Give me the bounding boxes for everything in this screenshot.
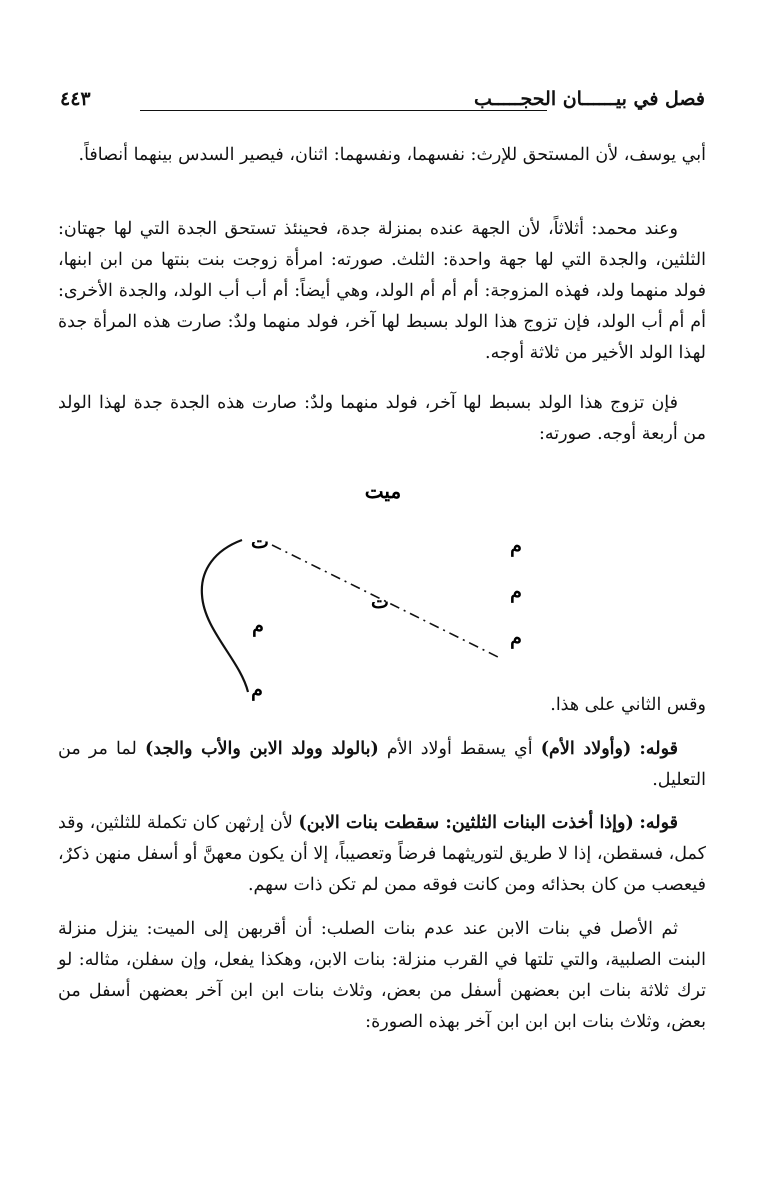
section-2 — [58, 808, 706, 901]
diagram-title: ميت — [364, 479, 402, 503]
kinship-diagram — [160, 470, 540, 710]
page-number: ٤٤٣ — [60, 88, 91, 110]
section-1-quote2: (بالولد وولد الابن والأب والجد) — [144, 739, 379, 759]
label-t-mid: ت — [371, 591, 389, 613]
label-t-top: ت — [251, 531, 269, 553]
final-paragraph: ثم الأصل في بنات الابن عند عدم بنات الصلب: أن أقربهن إلى الميت: ينزل منزلة البنت الصلبية، والتي تلتها في القرب منزلة: بنات الابن، وهكذا يفعل، وإن سفلن، مثاله: لو ترك ثلاثة بنات ابن بعضهن أسفل من بعض، وثلاث بنات ابن ابن آخر بعضهن أسفل من بعض، وثلاث بنات ابن ابن ابن آخر بهذه الصورة: — [58, 919, 706, 1032]
section-1-lead: قوله: — [639, 739, 678, 759]
upper-text — [58, 140, 706, 470]
solid-line — [202, 540, 248, 692]
label-m-left-upper: م — [252, 615, 264, 637]
header-rule — [140, 110, 547, 111]
section-1-quote: (وأولاد الأم) — [540, 739, 632, 759]
label-m-right-1: م — [510, 535, 522, 557]
section-2-text-a: لأن إرثهن كان تكملة للثلثين، وقد كمل، فسقطن، إذا لا طريق لتوريثهما فرضاً وتعصيباً، إلا أن يكون معهنَّ أو أسفل منهن ذكرٌ، فيعصب من كان بحذائه ومن كانت فوقه ممن لم تكن ذات سهم. — [58, 813, 706, 895]
label-m-left-lower: م — [251, 679, 263, 701]
page-header — [60, 88, 705, 116]
section-1-text-b: لما مر من التعليل. — [58, 739, 706, 790]
paragraph-1: أبي يوسف، لأن المستحق للإرث: نفسهما، ونفسهما: اثنان، فيصير السدس بينهما أنصافاً. — [78, 145, 706, 165]
section-1 — [58, 734, 706, 796]
paragraph-3: فإن تزوج هذا الولد بسبط لها آخر، فولد منهما ولدٌ: صارت هذه الجدة جدة لهذا الولد من أربعة أوجه. صورته: — [58, 393, 706, 444]
diagram-caption: وقس الثاني على هذا. — [550, 695, 706, 715]
lower-text — [58, 690, 706, 1110]
section-1-text-a: أي يسقط أولاد الأم — [378, 739, 541, 759]
label-m-right-3: م — [510, 627, 522, 649]
paragraph-2: وعند محمد: أثلاثاً، لأن الجهة عنده بمنزلة جدة، فحينئذ تستحق الجدة التي لها جهتان: الثلثين، والجدة التي لها جهة واحدة: الثلث. صورته: امرأة زوجت بنت بنتها من ابن ابنها، فولد منهما ولد، فهذه المزوجة: أم أم أم الولد، وهي أيضاً: أم أب أب الولد، والجدة الأخرى: أم أم أب الولد، فإن تزوج هذا الولد بسبط لها آخر، فولد منهما ولدٌ: صارت هذه المرأة جدة لهذا الولد الأخير من ثلاثة أوجه. — [58, 219, 706, 363]
section-2-quote: (وإذا أخذت البنات الثلثين: سقطت بنات الابن) — [298, 813, 634, 833]
label-m-right-2: م — [510, 581, 522, 603]
section-2-lead: قوله: — [639, 813, 678, 833]
chapter-title: فصل في بيــــــان الحجـــــب — [474, 88, 705, 110]
